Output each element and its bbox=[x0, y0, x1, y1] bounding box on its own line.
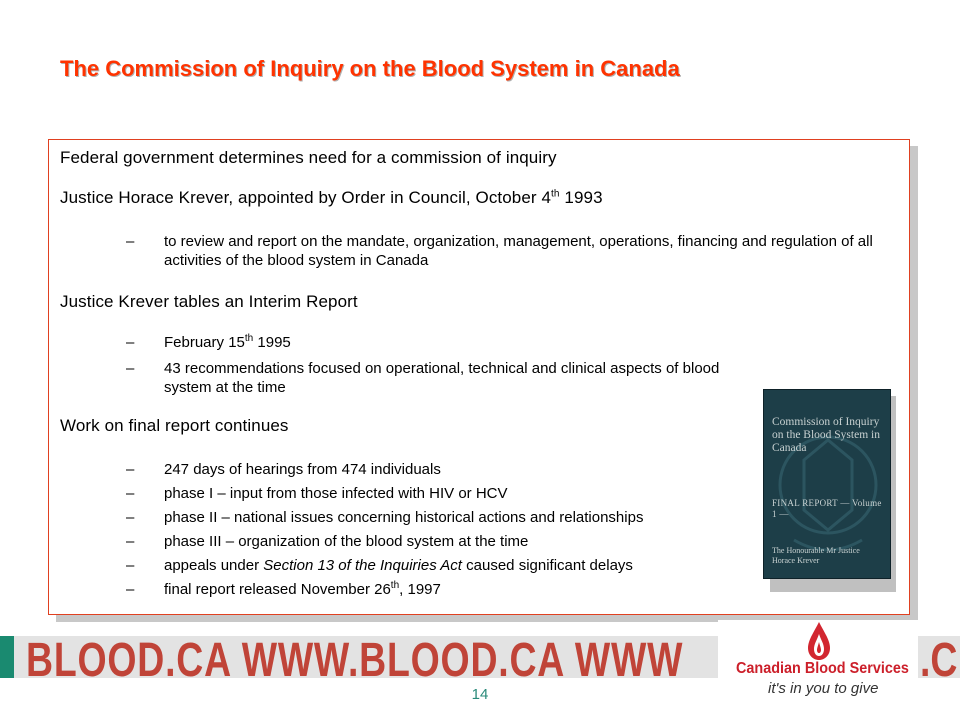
footer-green-block bbox=[0, 636, 14, 678]
sub-bullet-item: – phase III – organization of the blood system at the time bbox=[126, 533, 529, 550]
blood-drop-flame-icon bbox=[804, 620, 834, 662]
sub-bullet-item: – 43 recommendations focused on operational, technical and clinical aspects of blood system at the time bbox=[126, 360, 720, 396]
sub-bullet-item: – February 15th 1995 bbox=[126, 333, 291, 351]
sub-bullet-item: – final report released November 26th, 1997 bbox=[126, 580, 441, 598]
slide-title: The Commission of Inquiry on the Blood System in Canada bbox=[60, 56, 680, 81]
logo-org-name: Canadian Blood Services bbox=[736, 660, 909, 677]
report-cover-author: The Honourable Mr Justice Horace Krever bbox=[772, 546, 860, 565]
bullet-item: Justice Horace Krever, appointed by Order in Council, October 4th 1993 bbox=[60, 188, 603, 207]
page-number: 14 bbox=[471, 686, 489, 703]
bullet-item: Federal government determines need for a commission of inquiry bbox=[60, 148, 557, 167]
sub-bullet-item: – phase II – national issues concerning historical actions and relationships bbox=[126, 509, 644, 526]
sub-bullet-item: – phase I – input from those infected with HIV or HCV bbox=[126, 485, 508, 502]
report-cover-subtitle: FINAL REPORT — Volume 1 — bbox=[772, 498, 882, 519]
report-cover-image bbox=[763, 389, 891, 579]
bullet-item: Work on final report continues bbox=[60, 416, 289, 435]
sub-bullet-item: – to review and report on the mandate, organization, management, operations, financing and regulation of all activities of the blood system in Canada bbox=[126, 233, 873, 269]
footer-band-text: BLOOD.CA WWW.BLOOD.CA WWW bbox=[26, 636, 684, 678]
bullet-item: Justice Krever tables an Interim Report bbox=[60, 292, 358, 311]
footer-band-tail-text: .C bbox=[920, 636, 958, 678]
sub-bullet-item: – appeals under Section 13 of the Inquiries Act caused significant delays bbox=[126, 557, 633, 574]
footer-band-tail bbox=[918, 636, 960, 678]
report-cover-title: Commission of Inquiry on the Blood System in Canada bbox=[772, 416, 880, 454]
logo-tagline: it's in you to give bbox=[768, 680, 879, 697]
sub-bullet-item: – 247 days of hearings from 474 individuals bbox=[126, 461, 441, 478]
